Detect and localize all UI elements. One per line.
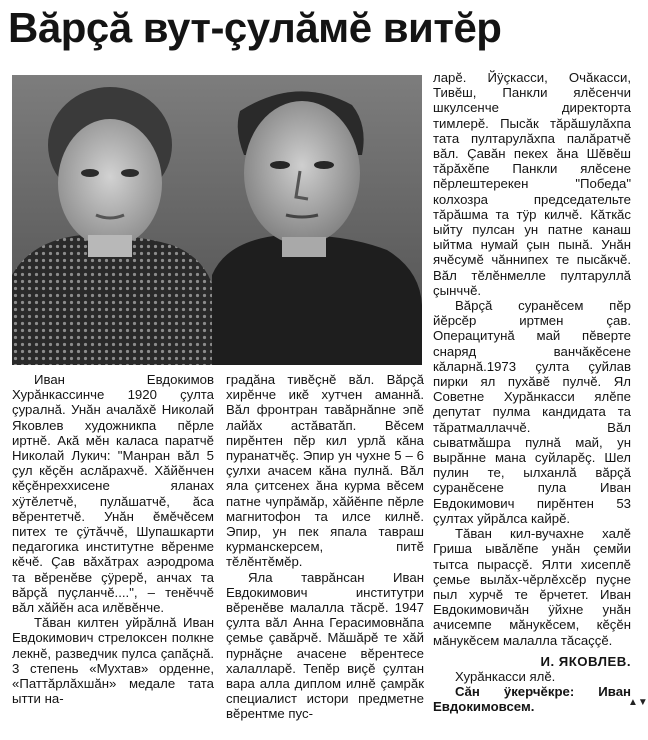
photo-caption: Сăн ÿкерчĕкре: Иван Евдокимовсем.	[433, 684, 631, 715]
author-location: Хурăнкасси ялĕ.	[455, 668, 556, 684]
paragraph: Вăрçă суранĕсем пĕр йĕрсĕр иртмен çав. Операцитунă май пĕверте снаряд ванчăкĕсене кăларнă.1973 çулта çуйлав пирки ял пухăвĕ пулчĕ. Ял Советне Хурăнкасси ялĕпе депутат пулма кандидата та тăратмаллаччĕ. Вăл сыватмăшра пулнă май, ун вырăнне мана суйларĕç. Шел пулин те, ылханлă вăрçă суранĕсене пула Иван Евдокимович пирĕнтен 53 çултах уйрăлса кайрĕ.	[433, 298, 631, 526]
text-column-2	[226, 372, 424, 722]
paragraph: градăна тивĕçнĕ вăл. Вăрçă хирĕнче икĕ хутчен аманнă. Вăл фронтран тавăрнănне эпĕ лайăх астăватăп. Вĕсем пирĕнтен пĕр кил урлă кăна пуранатчĕç. Эпир ун чухне 5 – 6 çулхи ачасем кăна пулнă. Вăл яла çитсенех ăна курма вĕсем патне чупрăмăр, хăйĕнпе пĕрле магнитофон та илсе килнĕ. Эпир, ун пек япала тавраш курманскерсем, питĕ тĕлĕнтĕмĕр.	[226, 372, 424, 570]
headline: Вăрçă вут-çулăмĕ витĕр	[8, 4, 502, 51]
author-signature: И. ЯКОВЛЕВ.	[540, 653, 631, 669]
paragraph: ларĕ. Йÿçкасси, Очăкасси, Тивĕш, Панкли ялĕсенчи шкулсенче директорта тимлерĕ. Пысăк тăрăшулăхпа тата пултарулăхпа палăратчĕ вăл. Çавăн пекех ăна Шĕвĕш тăрăхĕпе Панкли ялĕсене пĕрлештерекен "Победа" колхозра председательте тăрăшма та тÿр килчĕ. Кăткăс ыйту пулсан ун патне канаш ыйтма нумай çын пынă. Унăн ячĕсумĕ чăннипех те пысăкчĕ. Вăл тĕлĕнмелле пултаруллă çынччĕ.	[433, 70, 631, 298]
paragraph: Тăван кил-вучахне халĕ Гриша ывăлĕпе унăн çемйи тытса пырасçĕ. Ялти хисеплĕ çемье вылăх-чĕрлĕхсĕр пуçне пыл хурчĕ те ĕрчетет. Иван Евдокимовичăн ÿйхне унăн ачисемпе мăнукĕсем, кĕçĕн мăнукĕсем малалла тăсаççĕ.	[433, 526, 631, 648]
scroll-arrows-icon[interactable]: ▲▼	[628, 697, 648, 708]
paragraph: Тăван килтен уйрăлнă Иван Евдокимович стрелоксен полкне лекнĕ, разведчик пулса çапăçнă. 3 степень «Мухтав» орденне, «Паттăрлăхшăн» медале тата ытти на-	[12, 615, 214, 707]
text-column-1	[12, 372, 214, 706]
paragraph: Яла таврăнсан Иван Евдокимович институтри вĕренĕве малалла тăсрĕ. 1947 çулта вăл Анна Герасимовнăпа çемье çавăрчĕ. Мăшăрĕ те хăй пурнăçне ачасене вĕрентесе халалларĕ. Тепĕр виçĕ çултан вара алла диплом илнĕ çамрăк специалист истори предметне вĕрентме пус-	[226, 569, 424, 722]
paragraph: Иван Евдокимов Хурăнкассинче 1920 çулта çуралнă. Унăн ачалăхĕ Николай Яковлев художникпа пĕрле иртнĕ. Акă мĕн каласа паратчĕ Николай Лукич: "Манран вăл 5 çул кĕçĕн аслăрахчĕ. Хăйĕнчен кĕçĕнреххисене яланах хÿтĕлетчĕ, пулăшатчĕ, ăса вĕрентетчĕ. Унăн ĕмĕчĕсем питех те çÿтăччĕ, Шупашкарти педагогика институтне вĕренме кĕчĕ. Çав вăхăтрах аэродрома та вĕренĕве çÿрерĕ, анчах та вăрçă пуçланчĕ....", – тенĕччĕ вăл хăйĕн аса илĕвĕнче.	[12, 372, 214, 616]
photo-image	[12, 75, 422, 365]
text-column-3	[433, 70, 631, 715]
couple-photo	[12, 75, 422, 365]
